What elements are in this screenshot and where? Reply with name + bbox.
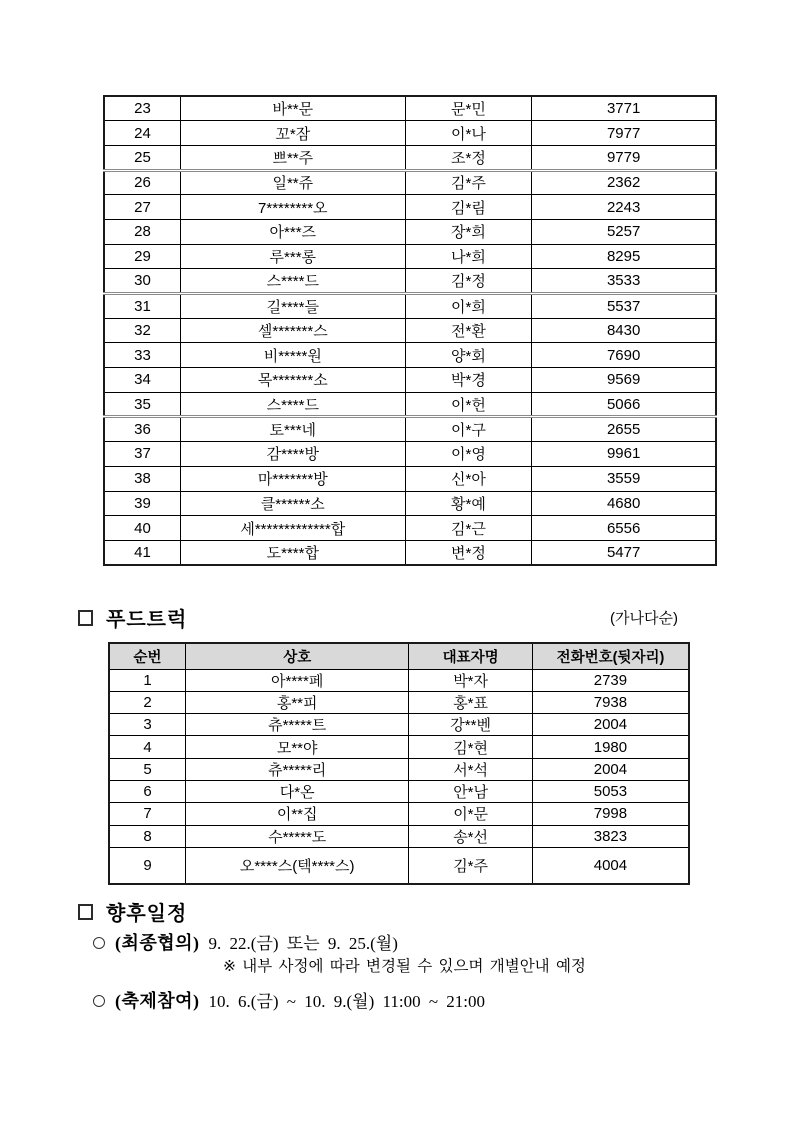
- cell-representative: 전*환: [405, 318, 532, 343]
- cell-business-name: 오****스(텍****스): [186, 847, 409, 884]
- table-row: [104, 392, 716, 417]
- cell-business-name: 세*************합: [181, 516, 406, 541]
- cell-number: 26: [104, 170, 181, 195]
- cell-representative: 이*나: [405, 121, 532, 146]
- cell-number: 34: [104, 368, 181, 393]
- schedule-item-text: 10. 6.(금) ~ 10. 9.(월) 11:00 ~ 21:00: [208, 992, 485, 1011]
- cell-phone-last-digits: 3533: [532, 269, 716, 294]
- header-rep: 대표자명: [409, 643, 533, 669]
- cell-number: 31: [104, 294, 181, 319]
- cell-representative: 이*헌: [405, 392, 532, 417]
- cell-representative: 나*희: [405, 244, 532, 269]
- cell-phone-last-digits: 7690: [532, 343, 716, 368]
- foodtruck-header-row: [109, 643, 689, 669]
- table-row: [109, 736, 689, 758]
- cell-business-name: 홍**피: [186, 691, 409, 713]
- circle-bullet-icon: [93, 995, 105, 1007]
- table-row: [104, 145, 716, 170]
- cell-number: 33: [104, 343, 181, 368]
- table-row: [104, 516, 716, 541]
- header-name: 상호: [186, 643, 409, 669]
- table-row: [109, 847, 689, 884]
- header-phone: 전화번호(뒷자리): [532, 643, 689, 669]
- cell-number: 24: [104, 121, 181, 146]
- cell-business-name: 7********오: [181, 195, 406, 220]
- cell-representative: 김*주: [405, 170, 532, 195]
- header-no: 순번: [109, 643, 186, 669]
- cell-phone-last-digits: 6556: [532, 516, 716, 541]
- table-row: [104, 318, 716, 343]
- cell-representative: 이*희: [405, 294, 532, 319]
- cell-business-name: 일**쥬: [181, 170, 406, 195]
- cell-phone-last-digits: 5066: [532, 392, 716, 417]
- cell-number: 37: [104, 442, 181, 467]
- cell-representative: 송*선: [409, 825, 533, 847]
- cell-number: 27: [104, 195, 181, 220]
- table-row: [109, 758, 689, 780]
- cell-business-name: 꼬*잠: [181, 121, 406, 146]
- cell-phone-last-digits: 5257: [532, 219, 716, 244]
- cell-phone-last-digits: 2362: [532, 170, 716, 195]
- table-row: [104, 219, 716, 244]
- vendor-table-body: [104, 96, 716, 565]
- cell-number: 40: [104, 516, 181, 541]
- cell-phone-last-digits: 4680: [532, 491, 716, 516]
- table-row: [104, 294, 716, 319]
- cell-phone-last-digits: 9961: [532, 442, 716, 467]
- cell-number: 41: [104, 540, 181, 565]
- cell-business-name: 아***즈: [181, 219, 406, 244]
- cell-phone-last-digits: 3559: [532, 466, 716, 491]
- cell-representative: 김*근: [405, 516, 532, 541]
- schedule-item-final-meeting: [93, 929, 398, 955]
- schedule-section-heading: [78, 897, 187, 926]
- cell-number: 25: [104, 145, 181, 170]
- cell-phone-last-digits: 9779: [532, 145, 716, 170]
- cell-business-name: 도****합: [181, 540, 406, 565]
- foodtruck-title: 푸드트럭: [106, 609, 188, 631]
- cell-phone-last-digits: 7998: [532, 803, 689, 825]
- cell-phone-last-digits: 5053: [532, 780, 689, 802]
- cell-phone-last-digits: 2004: [532, 758, 689, 780]
- table-row: [109, 825, 689, 847]
- table-row: [104, 466, 716, 491]
- schedule-item-festival: [93, 987, 485, 1013]
- cell-business-name: 다*온: [186, 780, 409, 802]
- cell-representative: 변*정: [405, 540, 532, 565]
- cell-phone-last-digits: 4004: [532, 847, 689, 884]
- cell-number: 32: [104, 318, 181, 343]
- cell-representative: 이*구: [405, 417, 532, 442]
- table-row: [104, 343, 716, 368]
- cell-representative: 김*림: [405, 195, 532, 220]
- cell-phone-last-digits: 2655: [532, 417, 716, 442]
- cell-number: 5: [109, 758, 186, 780]
- cell-representative: 이*영: [405, 442, 532, 467]
- circle-bullet-icon: [93, 937, 105, 949]
- cell-business-name: 루***롱: [181, 244, 406, 269]
- cell-representative: 박*경: [405, 368, 532, 393]
- cell-business-name: 감****방: [181, 442, 406, 467]
- table-row: [109, 691, 689, 713]
- cell-number: 2: [109, 691, 186, 713]
- cell-business-name: 마*******방: [181, 466, 406, 491]
- cell-representative: 박*자: [409, 669, 533, 691]
- cell-business-name: 스****드: [181, 392, 406, 417]
- foodtruck-section-heading: [78, 603, 187, 632]
- cell-business-name: 스****드: [181, 269, 406, 294]
- table-row: [104, 269, 716, 294]
- cell-phone-last-digits: 8295: [532, 244, 716, 269]
- table-row: [104, 491, 716, 516]
- cell-number: 1: [109, 669, 186, 691]
- table-row: [109, 714, 689, 736]
- schedule-item-label: (최종협의): [115, 933, 200, 953]
- cell-business-name: 수*****도: [186, 825, 409, 847]
- sort-order-note: (가나다순): [610, 610, 678, 627]
- cell-representative: 김*현: [409, 736, 533, 758]
- cell-business-name: 셀*******스: [181, 318, 406, 343]
- cell-business-name: 비*****원: [181, 343, 406, 368]
- cell-business-name: 바**문: [181, 96, 406, 121]
- cell-number: 8: [109, 825, 186, 847]
- cell-number: 7: [109, 803, 186, 825]
- table-row: [104, 540, 716, 565]
- table-row: [104, 170, 716, 195]
- table-row: [109, 803, 689, 825]
- cell-phone-last-digits: 9569: [532, 368, 716, 393]
- cell-representative: 장*희: [405, 219, 532, 244]
- cell-representative: 김*정: [405, 269, 532, 294]
- table-row: [104, 195, 716, 220]
- cell-business-name: 토***네: [181, 417, 406, 442]
- cell-business-name: 츄*****리: [186, 758, 409, 780]
- cell-representative: 문*민: [405, 96, 532, 121]
- cell-representative: 홍*표: [409, 691, 533, 713]
- cell-number: 6: [109, 780, 186, 802]
- cell-representative: 김*주: [409, 847, 533, 884]
- square-bullet-icon: [78, 904, 93, 920]
- cell-phone-last-digits: 7938: [532, 691, 689, 713]
- cell-representative: 조*정: [405, 145, 532, 170]
- table-row: [104, 442, 716, 467]
- cell-business-name: 아****페: [186, 669, 409, 691]
- cell-phone-last-digits: 5537: [532, 294, 716, 319]
- cell-representative: 강**벤: [409, 714, 533, 736]
- schedule-item-note: ※ 내부 사정에 따라 변경될 수 있으며 개별안내 예정: [223, 958, 586, 975]
- cell-number: 4: [109, 736, 186, 758]
- cell-business-name: 길****들: [181, 294, 406, 319]
- cell-business-name: 츄*****트: [186, 714, 409, 736]
- table-row: [104, 96, 716, 121]
- table-row: [104, 244, 716, 269]
- cell-phone-last-digits: 3823: [532, 825, 689, 847]
- cell-phone-last-digits: 2243: [532, 195, 716, 220]
- cell-phone-last-digits: 8430: [532, 318, 716, 343]
- table-row: [109, 669, 689, 691]
- table-row: [104, 368, 716, 393]
- vendor-table: [103, 95, 717, 566]
- cell-phone-last-digits: 2004: [532, 714, 689, 736]
- cell-business-name: 쁘**주: [181, 145, 406, 170]
- cell-number: 9: [109, 847, 186, 884]
- schedule-title: 향후일정: [106, 903, 188, 925]
- table-row: [104, 417, 716, 442]
- foodtruck-table: [108, 642, 690, 885]
- cell-business-name: 모**야: [186, 736, 409, 758]
- cell-number: 3: [109, 714, 186, 736]
- schedule-item-label: (축제참여): [115, 991, 200, 1011]
- cell-phone-last-digits: 7977: [532, 121, 716, 146]
- cell-representative: 양*회: [405, 343, 532, 368]
- cell-representative: 서*석: [409, 758, 533, 780]
- cell-business-name: 클******소: [181, 491, 406, 516]
- cell-number: 38: [104, 466, 181, 491]
- cell-representative: 신*아: [405, 466, 532, 491]
- schedule-item-text: 9. 22.(금) 또는 9. 25.(월): [208, 934, 398, 953]
- cell-number: 30: [104, 269, 181, 294]
- foodtruck-table-body: [109, 669, 689, 884]
- cell-business-name: 이**집: [186, 803, 409, 825]
- cell-business-name: 목*******소: [181, 368, 406, 393]
- cell-phone-last-digits: 1980: [532, 736, 689, 758]
- cell-phone-last-digits: 5477: [532, 540, 716, 565]
- cell-representative: 이*문: [409, 803, 533, 825]
- cell-representative: 안*남: [409, 780, 533, 802]
- cell-phone-last-digits: 2739: [532, 669, 689, 691]
- cell-number: 23: [104, 96, 181, 121]
- cell-phone-last-digits: 3771: [532, 96, 716, 121]
- cell-number: 29: [104, 244, 181, 269]
- cell-number: 36: [104, 417, 181, 442]
- cell-number: 28: [104, 219, 181, 244]
- table-row: [109, 780, 689, 802]
- cell-representative: 황*예: [405, 491, 532, 516]
- square-bullet-icon: [78, 610, 93, 626]
- cell-number: 39: [104, 491, 181, 516]
- cell-number: 35: [104, 392, 181, 417]
- table-row: [104, 121, 716, 146]
